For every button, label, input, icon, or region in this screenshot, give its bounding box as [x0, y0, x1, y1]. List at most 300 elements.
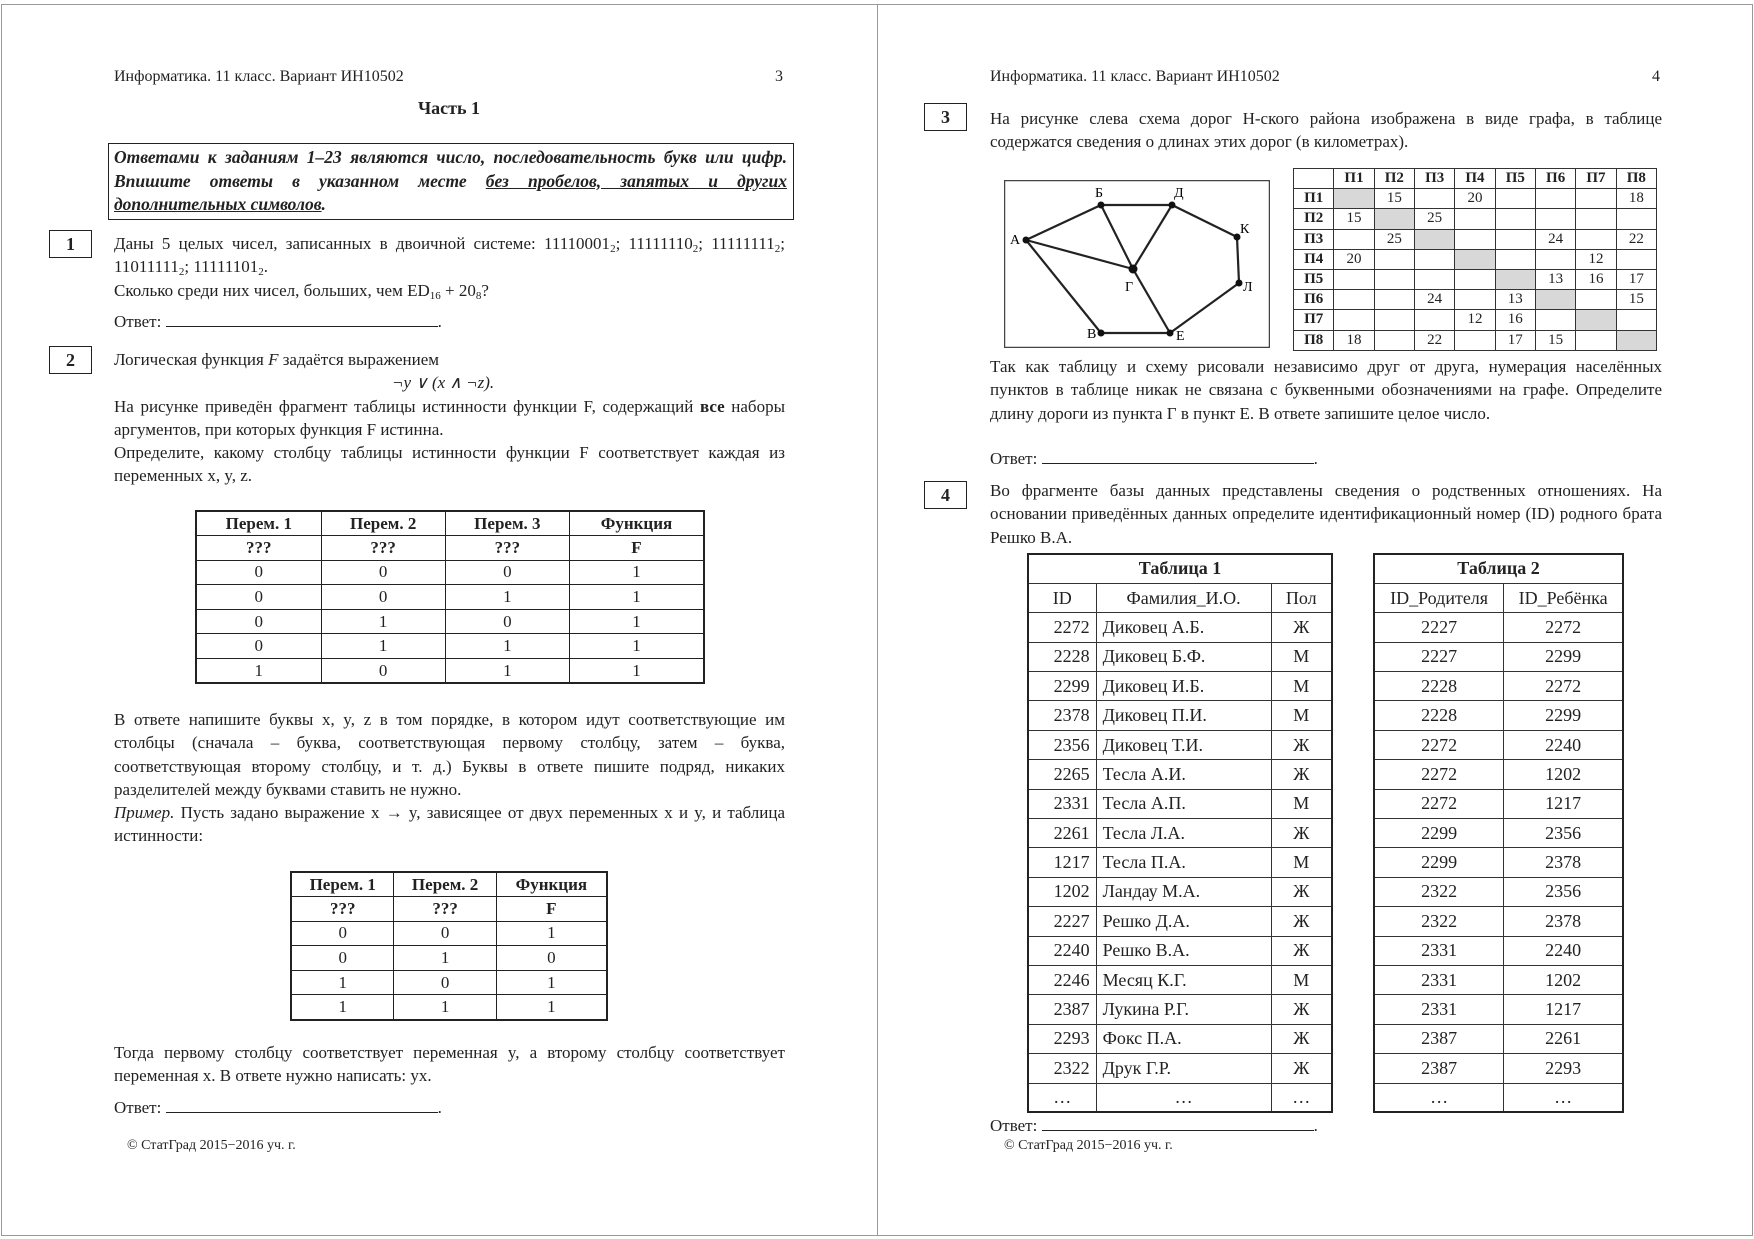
table-row [196, 634, 704, 659]
table-row [196, 585, 704, 610]
distance-cell: 20 [1334, 249, 1374, 269]
distance-cell: 16 [1576, 269, 1616, 289]
task1-intro: Даны 5 целых чисел, записанных в двоичной системе: [114, 234, 536, 253]
table-cell: 2228 [1374, 701, 1504, 730]
column-header: ID_Родителя [1374, 583, 1504, 612]
table-cell: 2331 [1374, 936, 1504, 965]
table-cell: Ж [1271, 907, 1332, 936]
distance-cell [1616, 310, 1656, 330]
row-header: П2 [1294, 209, 1334, 229]
distance-cell [1334, 290, 1374, 310]
distance-cell [1455, 209, 1495, 229]
table-cell: 2387 [1374, 1054, 1504, 1083]
graph-edge [1170, 283, 1239, 333]
table-cell: 2331 [1374, 965, 1504, 994]
distance-cell [1576, 189, 1616, 209]
task2-answer[interactable]: Ответ: . [114, 1098, 442, 1117]
table-row [1374, 613, 1623, 642]
table-cell: Ж [1271, 760, 1332, 789]
table-cell: Тесла Л.А. [1096, 819, 1271, 848]
binary-number: 11011111 [114, 257, 179, 277]
binary-number: 11111110 [628, 234, 693, 253]
distance-cell [1455, 330, 1495, 350]
table-cell: 1202 [1504, 760, 1623, 789]
distance-cell [1334, 229, 1374, 249]
table-cell: 2261 [1028, 819, 1096, 848]
distance-cell [1414, 229, 1454, 249]
copyright: © СтатГрад 2015−2016 уч. г. [127, 1138, 296, 1153]
column-header: Перем. 1 [291, 872, 394, 897]
column-subheader: ??? [291, 897, 394, 922]
row-header: П1 [1294, 189, 1334, 209]
table-row [1294, 290, 1657, 310]
graph-node [1236, 280, 1243, 287]
table-cell: 2293 [1504, 1054, 1623, 1083]
distance-cell [1576, 290, 1616, 310]
table-cell: Фокс П.А. [1096, 1024, 1271, 1053]
graph-node-label: Е [1176, 329, 1185, 344]
table-cell: М [1271, 789, 1332, 818]
distance-cell [1334, 269, 1374, 289]
table-row [1028, 672, 1332, 701]
distance-cell [1374, 209, 1414, 229]
distance-cell: 22 [1414, 330, 1454, 350]
graph-node [1129, 265, 1138, 274]
table-cell: 0 [196, 609, 321, 634]
table-row [1028, 642, 1332, 671]
binary-number: 11110001 [543, 234, 611, 253]
table-row [1028, 965, 1332, 994]
table-cell: Ж [1271, 1054, 1332, 1083]
column-header: П6 [1535, 169, 1575, 189]
distance-cell [1374, 269, 1414, 289]
table-cell: 2272 [1374, 760, 1504, 789]
table-cell: 0 [291, 946, 394, 971]
distance-cell: 17 [1616, 269, 1656, 289]
distance-cell [1495, 229, 1535, 249]
task-number-3: 3 [924, 103, 967, 131]
table-cell: 2331 [1028, 789, 1096, 818]
column-header: П4 [1455, 169, 1495, 189]
table-cell: Ж [1271, 613, 1332, 642]
column-header: П1 [1334, 169, 1374, 189]
table-cell: 2356 [1028, 730, 1096, 759]
table-cell: 2378 [1028, 701, 1096, 730]
graph-edge [1133, 269, 1170, 333]
table-header-row [1294, 169, 1657, 189]
column-header: П2 [1374, 169, 1414, 189]
table-row [1028, 730, 1332, 759]
example-label: Пример. [114, 803, 175, 823]
column-header: П5 [1495, 169, 1535, 189]
table-row [1028, 907, 1332, 936]
distance-cell [1374, 290, 1414, 310]
graph-edge [1133, 205, 1172, 269]
table-cell: 2265 [1028, 760, 1096, 789]
instructions-text: Ответами к заданиям 1–23 являются число, последовательность букв или цифр. Впишите ответы в указанном месте [114, 147, 787, 191]
table-row [1374, 848, 1623, 877]
table-cell: Лукина Р.Г. [1096, 995, 1271, 1024]
graph-node [1098, 330, 1105, 337]
task2-p1: На рисунке приведён фрагмент таблицы истинности функции F, содержащий [114, 396, 700, 416]
distance-cell [1495, 209, 1535, 229]
table-row [1294, 229, 1657, 249]
base-8: 8 [475, 289, 482, 302]
table-cell: 2240 [1504, 936, 1623, 965]
answer-line[interactable] [166, 1098, 438, 1113]
example-truth-table [290, 871, 608, 1021]
graph-node-label: К [1240, 222, 1250, 237]
task4-answer[interactable]: Ответ: . [990, 1116, 1318, 1135]
answer-line[interactable] [166, 312, 438, 327]
database-table-1 [1027, 553, 1333, 1113]
page-header: Информатика. 11 класс. Вариант ИН10502 [114, 68, 404, 85]
task2-line1-end: задаётся выражением [278, 350, 440, 369]
table-cell: 0 [196, 560, 321, 585]
table-cell: 1 [569, 585, 704, 610]
base-16: 16 [429, 289, 441, 302]
table-cell: 1 [394, 995, 496, 1020]
table-cell: 2293 [1028, 1024, 1096, 1053]
distance-cell [1535, 249, 1575, 269]
table-cell: 1202 [1028, 877, 1096, 906]
row-header: П5 [1294, 269, 1334, 289]
column-header: П3 [1414, 169, 1454, 189]
table-title: Таблица 2 [1374, 554, 1623, 583]
distance-cell [1535, 290, 1575, 310]
table-cell: 2322 [1374, 877, 1504, 906]
task1-text [114, 232, 785, 302]
column-header: Перем. 3 [445, 511, 569, 536]
table-cell: 1 [291, 995, 394, 1020]
graph-node-label: Б [1095, 186, 1104, 201]
graph-edge [1026, 240, 1101, 333]
column-subheader: ??? [445, 536, 569, 561]
distance-cell [1616, 330, 1656, 350]
column-header: ID_Ребёнка [1504, 583, 1623, 612]
column-header: Функция [496, 872, 607, 897]
graph-edge [1172, 205, 1237, 237]
table-title-row [1374, 554, 1623, 583]
number-base: 2 [610, 243, 616, 255]
table-row [1028, 995, 1332, 1024]
table-cell: М [1271, 701, 1332, 730]
table-header-row [1374, 583, 1623, 612]
table-cell: 2240 [1028, 936, 1096, 965]
table-cell: М [1271, 672, 1332, 701]
table-subheader-row [291, 897, 607, 922]
task3-text: На рисунке слева схема дорог Н-ского района изображена в виде графа, в таблице содержатся сведения о длинах этих дорог (в километрах). [990, 109, 1662, 152]
table-row [1028, 1054, 1332, 1083]
table-cell: Решко Д.А. [1096, 907, 1271, 936]
table-cell: Ж [1271, 936, 1332, 965]
table-row [1294, 310, 1657, 330]
table-cell: … [1028, 1083, 1096, 1112]
table-cell: 2272 [1374, 789, 1504, 818]
task1-answer[interactable]: Ответ: . [114, 312, 442, 331]
table-cell: 2299 [1374, 848, 1504, 877]
distance-cell [1374, 330, 1414, 350]
graph-node-label: Л [1243, 280, 1253, 295]
table-cell: 0 [321, 560, 445, 585]
table-cell: 2331 [1374, 995, 1504, 1024]
table-cell: Тесла А.И. [1096, 760, 1271, 789]
graph-node-label: Г [1125, 280, 1134, 295]
example-text: Пусть задано выражение x → y, зависящее от двух переменных x и y, и таблица истинности: [114, 803, 785, 846]
table-row [1294, 189, 1657, 209]
page-divider [877, 4, 878, 1236]
table-row [1374, 936, 1623, 965]
table-cell: Диковец И.Б. [1096, 672, 1271, 701]
table-cell: 0 [496, 946, 607, 971]
table-cell: Решко В.А. [1096, 936, 1271, 965]
table-cell: 1 [445, 634, 569, 659]
distance-cell [1535, 189, 1575, 209]
row-header: П4 [1294, 249, 1334, 269]
table-cell: Ландау М.А. [1096, 877, 1271, 906]
logic-expression: ¬y ∨ (x ∧ ¬z). [392, 373, 495, 393]
answer-label: Ответ: [114, 312, 162, 331]
distance-cell [1455, 269, 1495, 289]
table-cell: Диковец А.Б. [1096, 613, 1271, 642]
table-cell: 2299 [1374, 819, 1504, 848]
row-header: П3 [1294, 229, 1334, 249]
task2-text [114, 348, 785, 488]
task1-question: Сколько среди них чисел, больших, чем ED [114, 280, 430, 300]
task4-text: Во фрагменте базы данных представлены сведения о родственных отношениях. На основании приведённых данных определите идентификационный номер (ID) родного брата Решко В.А. [990, 481, 1662, 547]
distance-cell [1334, 310, 1374, 330]
table-cell: Диковец П.И. [1096, 701, 1271, 730]
table-cell: Диковец Т.И. [1096, 730, 1271, 759]
table-cell: 1217 [1028, 848, 1096, 877]
table-cell: 2228 [1028, 642, 1096, 671]
task2-p3: В ответе напишите буквы x, y, z в том порядке, в котором идут соответствующие им столбцы (сначала – буква, соответствующая первому столбцу, затем – буква, соответствующая второму столбцу, и т. д.) Буквы в ответе пишите подряд, никаких разделителей между буквами ставить не нужно. [114, 710, 785, 799]
distance-cell: 24 [1414, 290, 1454, 310]
graph-edge [1101, 205, 1133, 269]
distance-cell [1455, 229, 1495, 249]
distance-cell: 20 [1455, 189, 1495, 209]
column-subheader: ??? [394, 897, 496, 922]
road-graph [1004, 180, 1270, 348]
distance-cell: 13 [1535, 269, 1575, 289]
column-header: Перем. 1 [196, 511, 321, 536]
table-row [1374, 760, 1623, 789]
distance-cell [1374, 249, 1414, 269]
graph-edge [1237, 237, 1239, 283]
task2-p1-end: наборы аргументов, при которых функция F истинна. [114, 396, 785, 439]
distance-cell [1334, 189, 1374, 209]
table-cell: Ж [1271, 730, 1332, 759]
table-cell: 1 [496, 921, 607, 946]
table-cell: 1 [321, 634, 445, 659]
plus-term: + 20 [440, 280, 476, 300]
task-number-2: 2 [49, 346, 92, 374]
column-header: Пол [1271, 583, 1332, 612]
graph-node-label: В [1087, 327, 1097, 342]
table-row [1374, 995, 1623, 1024]
task2-bold-word: все [699, 396, 725, 416]
table-row [1374, 1083, 1623, 1112]
distance-cell [1535, 209, 1575, 229]
table-cell: 2322 [1374, 907, 1504, 936]
column-header: П7 [1576, 169, 1616, 189]
graph-node [1169, 202, 1176, 209]
number-base: 2 [178, 266, 185, 279]
table-row [1294, 209, 1657, 229]
table-cell: 2322 [1028, 1054, 1096, 1083]
table-cell: 2227 [1374, 642, 1504, 671]
column-subheader: ??? [196, 536, 321, 561]
row-header: П6 [1294, 290, 1334, 310]
table-cell: Друк Г.Р. [1096, 1054, 1271, 1083]
distance-cell: 15 [1334, 209, 1374, 229]
graph-node [1167, 330, 1174, 337]
distance-cell: 18 [1616, 189, 1656, 209]
table-row [196, 609, 704, 634]
table-cell: Тесла П.А. [1096, 848, 1271, 877]
answer-label: Ответ: [990, 449, 1038, 468]
table-cell: 2378 [1504, 907, 1623, 936]
table-title-row [1028, 554, 1332, 583]
answer-line[interactable] [1042, 449, 1314, 464]
table-cell: … [1096, 1083, 1271, 1112]
answer-line[interactable] [1042, 1116, 1314, 1131]
table-cell: 2240 [1504, 730, 1623, 759]
table-cell: 0 [196, 634, 321, 659]
table-cell: 0 [321, 659, 445, 684]
table-row [1374, 730, 1623, 759]
distance-cell: 22 [1616, 229, 1656, 249]
number-base: 2 [258, 266, 264, 279]
table-cell: Месяц К.Г. [1096, 965, 1271, 994]
corner-cell [1294, 169, 1334, 189]
answer-label: Ответ: [990, 1116, 1038, 1135]
distance-cell [1414, 249, 1454, 269]
table-cell: … [1504, 1083, 1623, 1112]
distance-cell [1495, 249, 1535, 269]
table-row [1028, 613, 1332, 642]
distance-cell [1414, 310, 1454, 330]
distance-cell: 25 [1374, 229, 1414, 249]
table-cell: 2299 [1504, 642, 1623, 671]
graph-node-label: Д [1174, 186, 1184, 201]
table-row [1294, 269, 1657, 289]
instructions-underlined: без пробелов, запятых и других дополнительных символов [114, 170, 787, 214]
table-cell: 1 [321, 609, 445, 634]
instructions-box [108, 143, 794, 220]
distance-cell: 15 [1374, 189, 1414, 209]
table-cell: 1 [394, 946, 496, 971]
table-cell: 0 [445, 560, 569, 585]
table-cell: 1 [445, 659, 569, 684]
table-cell: 1 [291, 970, 394, 995]
table-cell: Ж [1271, 877, 1332, 906]
table-cell: 0 [291, 921, 394, 946]
table-cell: 0 [394, 970, 496, 995]
task2-line1: Логическая функция [114, 350, 269, 369]
column-subheader: F [496, 897, 607, 922]
task2-p2: Определите, какому столбцу таблицы истинности функции F соответствует каждая из переменных x, y, z. [114, 443, 785, 486]
table-cell: 1202 [1504, 965, 1623, 994]
column-subheader: ??? [321, 536, 445, 561]
table-row [1374, 819, 1623, 848]
table-cell: 2228 [1374, 672, 1504, 701]
table-cell: 2299 [1504, 701, 1623, 730]
table-cell: 2272 [1374, 730, 1504, 759]
truth-table [195, 510, 705, 684]
table-row [1028, 701, 1332, 730]
table-subheader-row [196, 536, 704, 561]
table-cell: 1 [569, 609, 704, 634]
table-row [291, 995, 607, 1020]
table-cell: 2272 [1504, 613, 1623, 642]
table-header-row [1028, 583, 1332, 612]
distance-cell: 17 [1495, 330, 1535, 350]
table-cell: 2227 [1028, 907, 1096, 936]
table-cell: 2387 [1028, 995, 1096, 1024]
table-row [196, 659, 704, 684]
task-number-1: 1 [49, 230, 92, 258]
table-cell: 2272 [1504, 672, 1623, 701]
distance-cell: 12 [1576, 249, 1616, 269]
page-number: 4 [1652, 68, 1660, 85]
table-row [1028, 936, 1332, 965]
table-header-row [291, 872, 607, 897]
task1-numbers: $11110001_2$; $11111110_2$; $11111111_2$; $11011111_2$; $11111101_2$. [114, 234, 786, 279]
row-header: П8 [1294, 330, 1334, 350]
table-cell: 2246 [1028, 965, 1096, 994]
table-row [1028, 1083, 1332, 1112]
table-cell: Тесла А.П. [1096, 789, 1271, 818]
table-row [1028, 877, 1332, 906]
distance-cell [1576, 209, 1616, 229]
table-cell: М [1271, 642, 1332, 671]
distance-cell: 15 [1535, 330, 1575, 350]
distance-cell [1576, 330, 1616, 350]
distance-cell [1495, 189, 1535, 209]
table-header-row [196, 511, 704, 536]
table-row [1028, 848, 1332, 877]
table-row [1028, 789, 1332, 818]
binary-number: 11111111 [711, 234, 775, 253]
instructions-end: . [321, 194, 326, 214]
table-row [1374, 907, 1623, 936]
distance-cell: 24 [1535, 229, 1575, 249]
table-row [1028, 1024, 1332, 1053]
table-cell: 0 [196, 585, 321, 610]
table-cell: 1 [496, 970, 607, 995]
task3-answer[interactable]: Ответ: . [990, 449, 1318, 468]
distance-cell: 18 [1334, 330, 1374, 350]
table-cell: 1 [196, 659, 321, 684]
table-row [1294, 330, 1657, 350]
task2-text-2 [114, 708, 785, 848]
table-cell: … [1374, 1083, 1504, 1112]
table-row [1374, 672, 1623, 701]
table-row [1028, 819, 1332, 848]
table-cell: Ж [1271, 1024, 1332, 1053]
column-header: Фамилия_И.О. [1096, 583, 1271, 612]
table-cell: 2378 [1504, 848, 1623, 877]
table-cell: М [1271, 965, 1332, 994]
column-header: Функция [569, 511, 704, 536]
binary-number: 11111101 [193, 257, 259, 277]
column-header: Перем. 2 [394, 872, 496, 897]
table-cell: 2356 [1504, 819, 1623, 848]
distance-cell [1616, 209, 1656, 229]
table-cell: М [1271, 848, 1332, 877]
table-row [1374, 1054, 1623, 1083]
